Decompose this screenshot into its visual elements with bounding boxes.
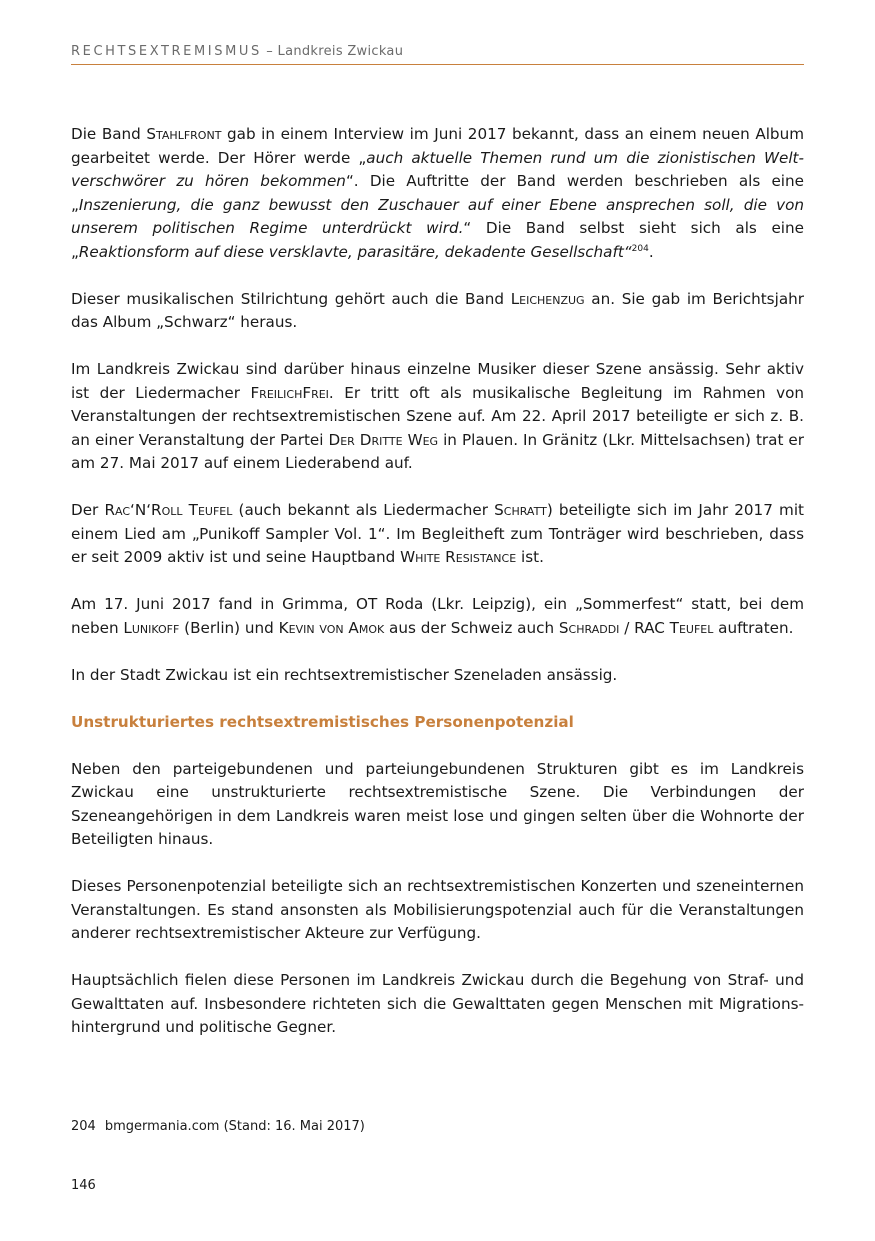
quote-3: Reaktionsform auf diese versklavte, parasitäre, dekadente Gesellschaft: [78, 242, 624, 261]
paragraph-stahlfront: Die Band Stahlfront gab in einem Interview im Juni 2017 bekannt, dass an einem neuen Album gearbeitet werde. Der Hörer werde „auch aktuelle Themen rund um die zionistischen Weltverschwörer zu hören bekommen“. Die Auftritte der Band werden beschrieben als eine „Inszenierung, die ganz bewusst den Zuschauer auf einer Ebene ansprechen soll, die von unserem politischen Regime unterdrückt wird.“ Die Band selbst sieht sich als eine „Reaktionsform auf diese versklavte, parasitäre, dekadente Gesellschaft“$^{204}$.: [71, 125, 804, 261]
footnote-text: bmgermania.com (Stand: 16. Mai 2017): [104, 1119, 365, 1134]
musician-name-lunikoff: Lunikoff: [123, 618, 180, 637]
section-heading: Unstrukturiertes rechtsextremistisches Personenpotenzial: [71, 712, 574, 731]
band-name-white-resistance: White Resistance: [400, 548, 517, 566]
main-content: [71, 123, 804, 1063]
musician-name-freilichfrei: FreilichFrei: [250, 383, 329, 402]
footnote: [71, 1119, 804, 1134]
header-section: RECHTSEXTREMISMUS: [71, 44, 262, 59]
paragraph-freilichfrei: Im Landkreis Zwickau sind darüber hinaus einzelne Musiker dieser Szene ansässig. Sehr aktiv ist der Liedermacher FreilichFrei. Er tritt oft als musikalische Begleitung im Rahmen von Veranstaltungen der rechtsextremistischen Szene auf. Am 22. April 2017 beteiligte er sich z. B. an einer Veranstaltung der Partei Der Dritte Weg in Plauen. In Gränitz (Lkr. Mittelsachsen) trat er am 27. Mai 2017 auf einem Liederabend auf.: [71, 360, 805, 472]
header-subsection: Landkreis Zwickau: [277, 44, 404, 59]
paragraph-sommerfest: Am 17. Juni 2017 fand in Grimma, OT Roda (Lkr. Leipzig), ein „Sommerfest“ statt, bei dem neben Lunikoff (Berlin) und Kevin von Amok aus der Schweiz auch Schraddi / RAC Teufel auftraten.: [71, 595, 804, 637]
running-header: [71, 44, 804, 65]
footnote-reference: 204: [631, 243, 649, 254]
musician-name-schraddi: Schraddi: [558, 618, 620, 637]
band-name-leichenzug: Leichenzug: [510, 289, 585, 308]
page-number: 146: [71, 1178, 96, 1193]
party-name: Der Dritte Weg: [328, 430, 439, 449]
musician-name-kevin-von-amok: Kevin von Amok: [278, 618, 385, 637]
paragraph-szeneladen: In der Stadt Zwickau ist ein rechtsextremistischer Szeneladen ansässig.: [71, 665, 618, 684]
musician-name-rac-teufel: Teufel: [669, 618, 714, 637]
paragraph-unstructured-scene: Neben den parteigebundenen und parteiungebundenen Strukturen gibt es im Landkreis Zwickau eine unstrukturierte rechtsextremistische Szene. Die Verbindungen der Szeneangehörigen in dem Landkreis waren meist lose und gingen selten über die Wohnorte der Beteiligten hinaus.: [71, 759, 804, 848]
quote-1: auch aktuelle Themen rund um die zionistischen Weltverschwörer zu hören bekommen: [71, 148, 804, 190]
band-name-stahlfront: Stahlfront: [146, 125, 222, 143]
paragraph-leichenzug: Dieser musikalischen Stilrichtung gehört auch die Band Leichenzug an. Sie gab im Berichtsjahr das Album „Schwarz“ heraus.: [71, 289, 804, 331]
paragraph-gewalttaten: Hauptsächlich fielen diese Personen im Landkreis Zwickau durch die Begehung von Straf- und Gewalttaten auf. Insbesondere richteten sich die Gewalttaten gegen Menschen mit Migrationshintergrund und politische Gegner.: [71, 971, 804, 1036]
paragraph-personenpotenzial: Dieses Personenpotenzial beteiligte sich an rechtsextremistischen Konzerten und szeneinternen Veranstaltungen. Es stand ansonsten als Mobilisierungspotenzial auch für die Veranstaltungen anderer rechtsextremistischer Akteure zur Verfügung.: [71, 877, 804, 942]
header-separator: –: [261, 44, 278, 59]
quote-2: Inszenierung, die ganz bewusst den Zuschauer auf einer Ebene ansprechen soll, die von unserem politischen Regime unterdrückt wird.: [71, 195, 804, 237]
musician-name-teufel: Rac‘N‘Roll Teufel: [104, 501, 233, 519]
footnote-number: 204: [71, 1119, 96, 1134]
musician-name-schratt: Schratt: [494, 501, 547, 519]
paragraph-teufel: Der Rac‘N‘Roll Teufel (auch bekannt als Liedermacher Schratt) beteiligte sich im Jahr 2017 mit einem Lied am „Punikoff Sampler Vol. 1“. Im Begleitheft zum Tonträger wird beschrieben, dass er seit 2009 aktiv ist und seine Hauptband White Resistance ist.: [71, 501, 805, 566]
